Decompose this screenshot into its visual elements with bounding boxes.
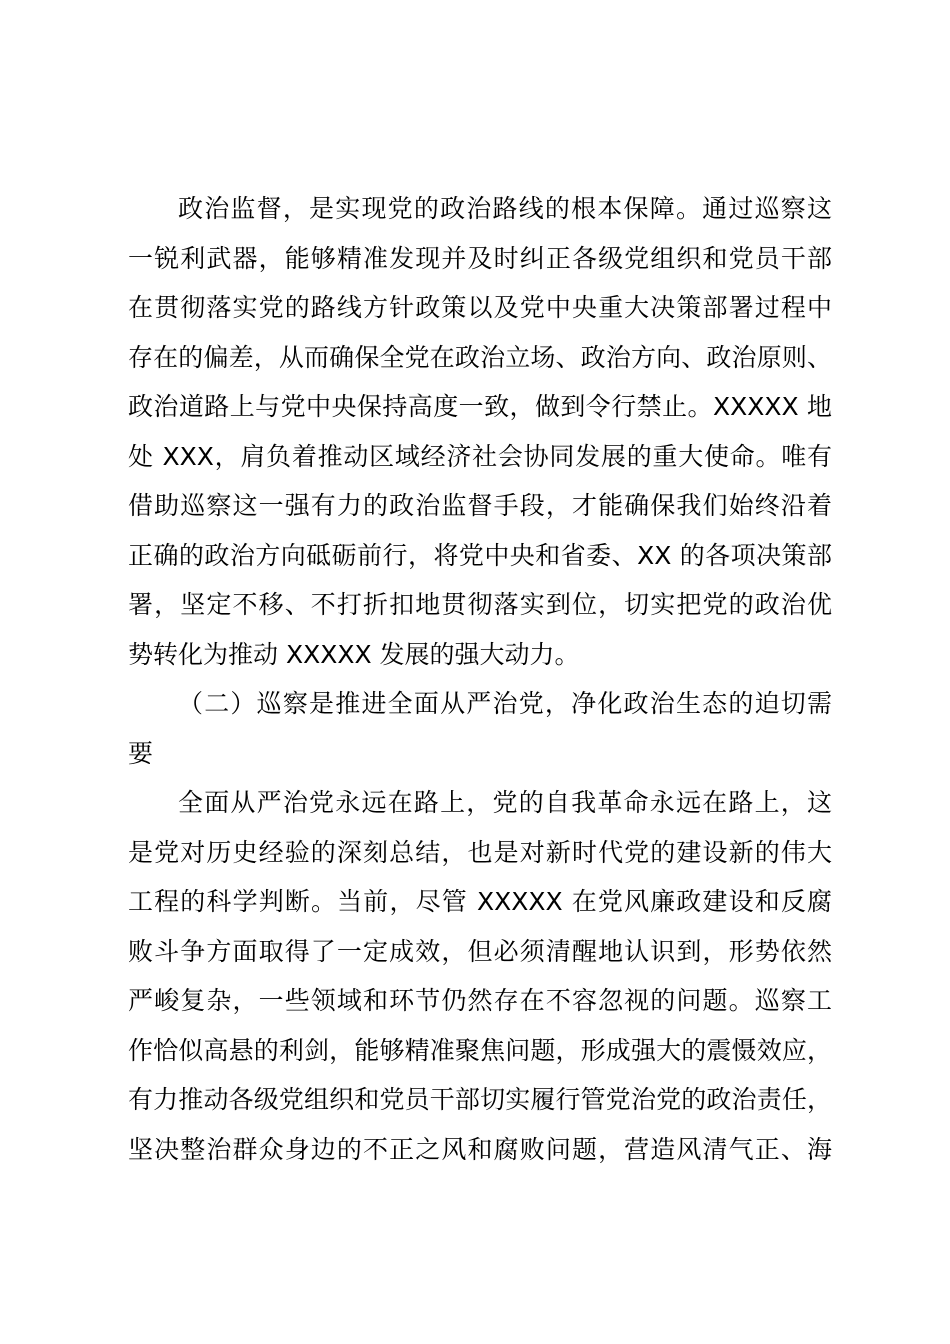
text-line: 借助巡察这一强有力的政治监督手段，才能确保我们始终沿着 [128, 491, 832, 520]
text-line: 坚决整治群众身边的不正之风和腐败问题，营造风清气正、海 [128, 1134, 832, 1164]
text-line: 全面从严治党永远在路上，党的自我革命永远在路上，这 [178, 788, 832, 817]
text-line: 在贯彻落实党的路线方针政策以及党中央重大决策部署过程中 [128, 293, 832, 322]
text-line: 败斗争方面取得了一定成效，但必须清醒地认识到，形势依然 [128, 936, 832, 966]
text-line: 存在的偏差，从而确保全党在政治立场、政治方向、政治原则、 [128, 342, 832, 372]
text-line: 署，坚定不移、不打折扣地贯彻落实到位，切实把党的政治优 [128, 590, 832, 619]
section-heading: 要 [128, 738, 154, 768]
text-line: 有力推动各级党组织和党员干部切实履行管党治党的政治责任， [128, 1085, 832, 1114]
text-line: 势转化为推动 XXXXX 发展的强大动力。 [128, 639, 580, 669]
text-line: 政治道路上与党中央保持高度一致，做到令行禁止。XXXXX 地 [128, 392, 832, 421]
body-text [128, 184, 832, 1174]
text-line: 是党对历史经验的深刻总结，也是对新时代党的建设新的伟大 [128, 837, 832, 867]
text-line: 严峻复杂，一些领域和环节仍然存在不容忽视的问题。巡察工 [128, 986, 832, 1015]
text-line: 正确的政治方向砥砺前行，将党中央和省委、XX 的各项决策部 [128, 540, 832, 570]
text-line: 一锐利武器，能够精准发现并及时纠正各级党组织和党员干部 [128, 243, 832, 273]
text-line: 工程的科学判断。当前，尽管 XXXXX 在党风廉政建设和反腐 [128, 887, 832, 916]
text-line: 政治监督，是实现党的政治路线的根本保障。通过巡察这 [178, 194, 832, 223]
section-heading: （二）巡察是推进全面从严治党，净化政治生态的迫切需 [178, 689, 832, 718]
text-line: 处 XXX，肩负着推动区域经济社会协同发展的重大使命。唯有 [128, 441, 832, 471]
text-line: 作恰似高悬的利剑，能够精准聚焦问题，形成强大的震慑效应， [128, 1035, 832, 1065]
